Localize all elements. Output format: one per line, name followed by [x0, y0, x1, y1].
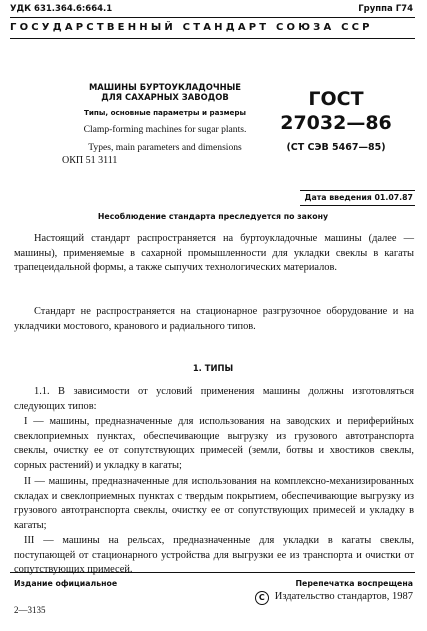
english-title-line-1: Clamp-forming machines for sugar plants.: [83, 124, 247, 135]
type-item-1: I — машины, предназначенные для использования на заводских и периферийных свеклоприемных пунктах, обеспечивающие выгрузку из грузового автотранспорта свеклы, очистку ее от сопутствующих примесей (земли, ботвы и хвостиков свеклы, сорных растений) и укладку в кагаты;: [14, 416, 414, 471]
top-rule-2: [10, 38, 415, 39]
standard-title: ГОСУДАРСТВЕННЫЙ СТАНДАРТ СОЮЗА ССР: [10, 22, 373, 33]
english-title-line-2: Types, main parameters and dimensions: [88, 142, 242, 153]
type-item-2: II — машины, предназначенные для использования на комплексно-механизированных складах и свеклоприемных пунктах с твердым покрытием, обеспечивающие выгрузку из грузового автотранспорта свеклы, очистку ее от сопутствующих примесей и укладку в кагаты;: [14, 476, 414, 531]
gost-label: ГОСТ: [308, 88, 364, 110]
date-rule-top: [300, 190, 415, 191]
title-line-1: МАШИНЫ БУРТОУКЛАДОЧНЫЕ: [88, 82, 242, 92]
title-subtitle: Типы, основные параметры и размеры: [83, 108, 247, 117]
gost-number: 27032—86: [280, 112, 392, 134]
title-line-2: ДЛЯ САХАРНЫХ ЗАВОДОВ: [101, 92, 229, 102]
footer-rule: [10, 572, 415, 573]
gost-designation: [268, 88, 404, 153]
copyright-text: Издательство стандартов, 1987: [274, 591, 413, 602]
okp-code: ОКП 51 3111: [62, 155, 118, 166]
introduction-date: Дата введения 01.07.87: [304, 193, 413, 202]
section-heading: 1. ТИПЫ: [192, 363, 234, 373]
udk-code: УДК 631.364.6:664.1: [10, 4, 113, 14]
exclusion-paragraph: Стандарт не распространяется на стационарное разгрузочное оборудование и на укладчики мостового, кранового и радиального типов.: [14, 306, 414, 332]
group-code: Группа Г74: [358, 4, 413, 14]
print-order-number: 2—3135: [14, 605, 46, 615]
clause-1-1: 1.1. В зависимости от условий применения машины должны изготовляться следующих типов:: [14, 386, 414, 412]
gost-sev-reference: (СТ СЭВ 5467—85): [286, 142, 386, 153]
reprint-prohibited-label: Перепечатка воспрещена: [295, 579, 413, 588]
copyright-icon: C: [255, 591, 269, 605]
type-item-3: III — машины на рельсах, предназначенные для укладки в кагаты свеклы, поступающей от стационарного устройства для выгрузки ее из транспорта и очистки от сопутствующих примесей.: [14, 535, 414, 576]
official-edition-label: Издание официальное: [14, 579, 118, 588]
date-rule-bottom: [300, 205, 415, 206]
copyright-line: [255, 591, 413, 605]
document-title-block: [60, 82, 270, 153]
legal-notice: Несоблюдение стандарта преследуется по закону: [97, 212, 329, 221]
scope-paragraph: Настоящий стандарт распространяется на буртоукладочные машины (далее — машины), применяемые в сахарной промышленности для укладки свеклы в кагаты трапецеидальной формы, а также сыпучих технологических материалов.: [14, 233, 414, 274]
top-rule: [10, 17, 415, 18]
